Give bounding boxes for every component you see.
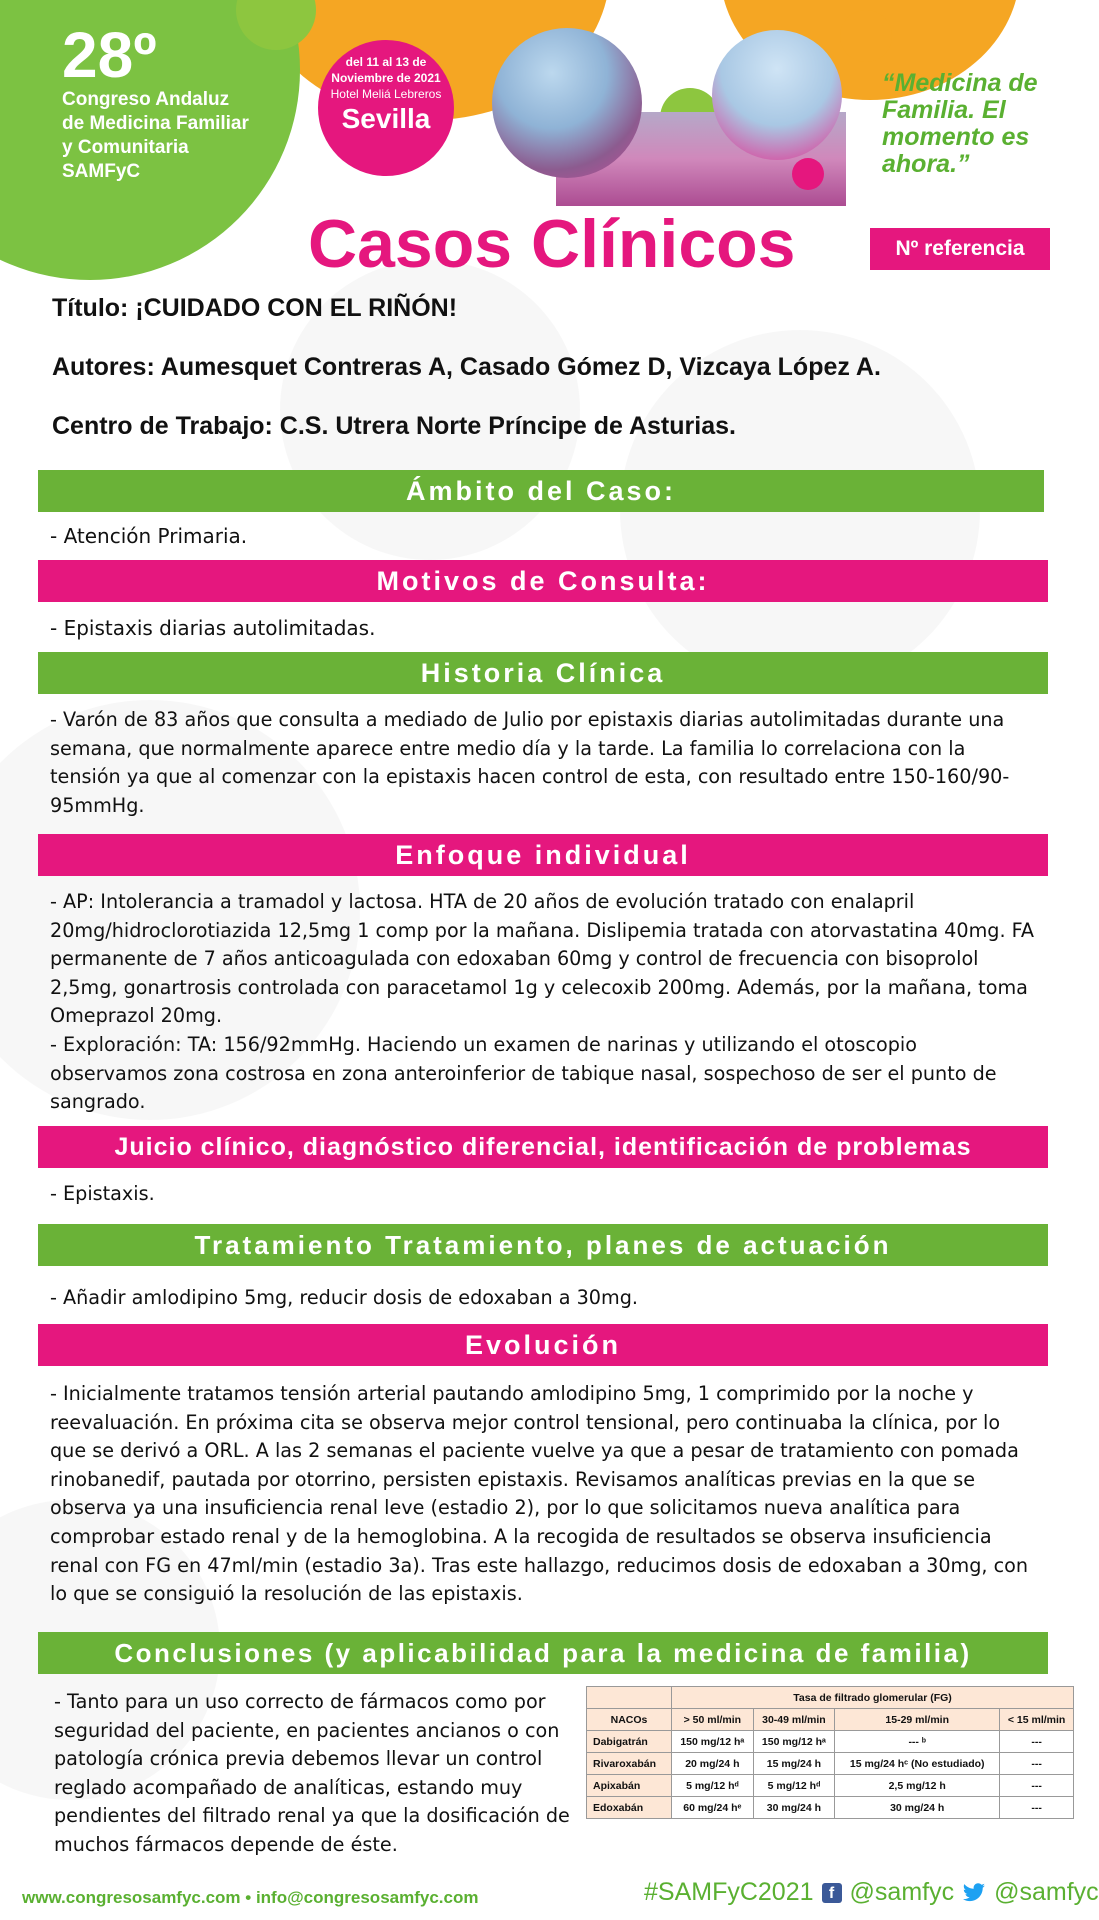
section-heading-juicio: Juicio clínico, diagnóstico diferencial, identificación de problemas: [38, 1126, 1048, 1168]
section-heading-tratamiento: Tratamiento Tratamiento, planes de actuación: [38, 1224, 1048, 1266]
table-cell: 30 mg/24 h: [753, 1797, 835, 1819]
section-heading-conclusiones: Conclusiones (y aplicabilidad para la medicina de familia): [38, 1632, 1048, 1674]
column-header: 30-49 ml/min: [753, 1709, 835, 1731]
facebook-icon[interactable]: f: [822, 1883, 842, 1903]
section-heading-motivos: Motivos de Consulta:: [38, 560, 1048, 602]
section-text-enfoque: [50, 888, 1040, 1117]
table-cell: --- ᵇ: [835, 1731, 1000, 1753]
table-cell: Dabigatrán: [587, 1731, 672, 1753]
enfoque-exploracion: - Exploración: TA: 156/92mmHg. Haciendo un examen de narinas y utilizando el otoscopio observamos zona costrosa en zona anteroinferior de tabique nasal, sospechoso de ser el punto de sangrado.: [50, 1032, 997, 1114]
sevilla-photo-circle: [492, 28, 642, 178]
table-cell: ---: [1000, 1797, 1074, 1819]
table-cell: 150 mg/12 hᵃ: [753, 1731, 835, 1753]
case-authors: Autores: Aumesquet Contreras A, Casado Gómez D, Vizcaya López A.: [52, 353, 881, 381]
table-group-header-row: [587, 1687, 1074, 1709]
twitter-icon[interactable]: [962, 1883, 986, 1903]
section-text-historia: - Varón de 83 años que consulta a mediado de Julio por epistaxis diarias autolimitadas durante una semana, que normalmente aparece entre medio día y la tarde. La familia lo correlaciona con la tensión ya que al comenzar con la epistaxis hacen control de esta, con resultado entre 150-160/90-95mmHg.: [50, 708, 1010, 817]
date-badge: del 11 al 13 de Noviembre de 2021 Hotel Meliá Lebreros Sevilla: [318, 40, 454, 176]
table-cell: 30 mg/24 h: [835, 1797, 1000, 1819]
table-cell: 15 mg/24 h: [753, 1753, 835, 1775]
table-cell: Edoxabán: [587, 1797, 672, 1819]
table-cell: Apixabán: [587, 1775, 672, 1797]
case-title: Título: ¡CUIDADO CON EL RIÑÓN!: [52, 294, 458, 322]
table-cell: Rivaroxabán: [587, 1753, 672, 1775]
header-pink-dot: [792, 158, 824, 190]
header-orange-dot: [840, 10, 892, 62]
twitter-handle[interactable]: @samfyc: [994, 1878, 1099, 1906]
footer-contact[interactable]: www.congresosamfyc.com • info@congresosamfyc.com: [22, 1888, 479, 1907]
case-workplace: Centro de Trabajo: C.S. Utrera Norte Príncipe de Asturias.: [52, 412, 736, 440]
section-heading-ambito: Ámbito del Caso:: [38, 470, 1044, 512]
facebook-handle[interactable]: @samfyc: [849, 1878, 955, 1906]
table-row: [587, 1753, 1074, 1775]
section-text-conclusiones: - Tanto para un uso correcto de fármacos como por seguridad del paciente, en pacientes ancianos o con patología crónica previa debemos llevar un control reglado acompañado de analíticas, estando muy pendientes del filtrado renal ya que la dosificación de muchos fármacos depende de éste.: [54, 1690, 570, 1856]
table-cell: 60 mg/24 hᵉ: [672, 1797, 754, 1819]
table-cell: 20 mg/24 h: [672, 1753, 754, 1775]
table-row: [587, 1797, 1074, 1819]
table-cell: ---: [1000, 1753, 1074, 1775]
table-cell: ---: [1000, 1731, 1074, 1753]
column-header: 15-29 ml/min: [835, 1709, 1000, 1731]
section-heading-evolucion: Evolución: [38, 1324, 1048, 1366]
table-row: [587, 1775, 1074, 1797]
enfoque-antecedentes: - AP: Intolerancia a tramadol y lactosa. HTA de 20 años de evolución tratado con enalapril 20mg/hidroclorotiazida 12,5mg 1 comp por la mañana. Dislipemia tratada con atorvastatina 40mg. FA permanente de 7 años anticoagulada con edoxaban 60mg y control de frecuencia con bisoprolol 2,5mg, gonartrosis controlada con paracetamol 1g y celecoxib 200mg. Además, por la mañana, toma Omeprazol 20mg.: [50, 890, 1035, 1028]
section-text-tratamiento: - Añadir amlodipino 5mg, reducir dosis de edoxaban a 30mg.: [50, 1286, 638, 1309]
table-header-row: [587, 1709, 1074, 1731]
section-text-juicio: - Epistaxis.: [50, 1182, 155, 1205]
footer-social: [644, 1878, 1099, 1907]
section-text-evolucion: - Inicialmente tratamos tensión arterial pautando amlodipino 5mg, 1 comprimido por la noche y reevaluación. En próxima cita se observa mejor control tensional, pero continuaba la clínica, por lo que se derivó a ORL. A las 2 semanas el paciente vuelve ya que a pesar de tratamiento con pomada rinobanedif, pautada por otorrino, persisten epistaxis. Revisamos analíticas previas en la que se observa ya una insuficiencia renal leve (estadio 2), por lo que solicitamos nueva analítica para comprobar estado renal y de la hemoglobina. A la recogida de resultados se observa insuficiencia renal con FG en 47ml/min (estadio 3a). Tras este hallazgo, reducimos dosis de edoxaban a 30mg, con lo que se consiguió la resolución de las epistaxis.: [50, 1382, 1029, 1606]
section-text-ambito: - Atención Primaria.: [50, 524, 248, 548]
fg-dosage-table: [586, 1686, 1074, 1819]
table-group-header: Tasa de filtrado glomerular (FG): [672, 1687, 1074, 1709]
table-cell: 2,5 mg/12 h: [835, 1775, 1000, 1797]
table-cell: 5 mg/12 hᵈ: [672, 1775, 754, 1797]
table-row: [587, 1731, 1074, 1753]
sevilla-photo-circle: [712, 30, 842, 160]
column-header: NACOs: [587, 1709, 672, 1731]
column-header: < 15 ml/min: [1000, 1709, 1074, 1731]
tagline: “Medicina de Familia. El momento es ahora.”: [882, 69, 1038, 178]
hashtag[interactable]: #SAMFyC2021: [644, 1878, 814, 1906]
congress-name: Congreso Andaluz de Medicina Familiar y Comunitaria SAMFyC: [62, 89, 249, 182]
section-text-motivos: - Epistaxis diarias autolimitadas.: [50, 616, 376, 640]
column-header: > 50 ml/min: [672, 1709, 754, 1731]
page-title: Casos Clínicos: [308, 206, 796, 282]
section-heading-historia: Historia Clínica: [38, 652, 1048, 694]
congress-number: 28º: [62, 19, 157, 91]
table-cell: ---: [1000, 1775, 1074, 1797]
table-cell: 150 mg/12 hᵃ: [672, 1731, 754, 1753]
table-cell: 15 mg/24 hᶜ (No estudiado): [835, 1753, 1000, 1775]
section-heading-enfoque: Enfoque individual: [38, 834, 1048, 876]
table-cell: 5 mg/12 hᵈ: [753, 1775, 835, 1797]
congress-logo: [62, 19, 282, 184]
reference-number-button[interactable]: Nº referencia: [870, 228, 1050, 270]
